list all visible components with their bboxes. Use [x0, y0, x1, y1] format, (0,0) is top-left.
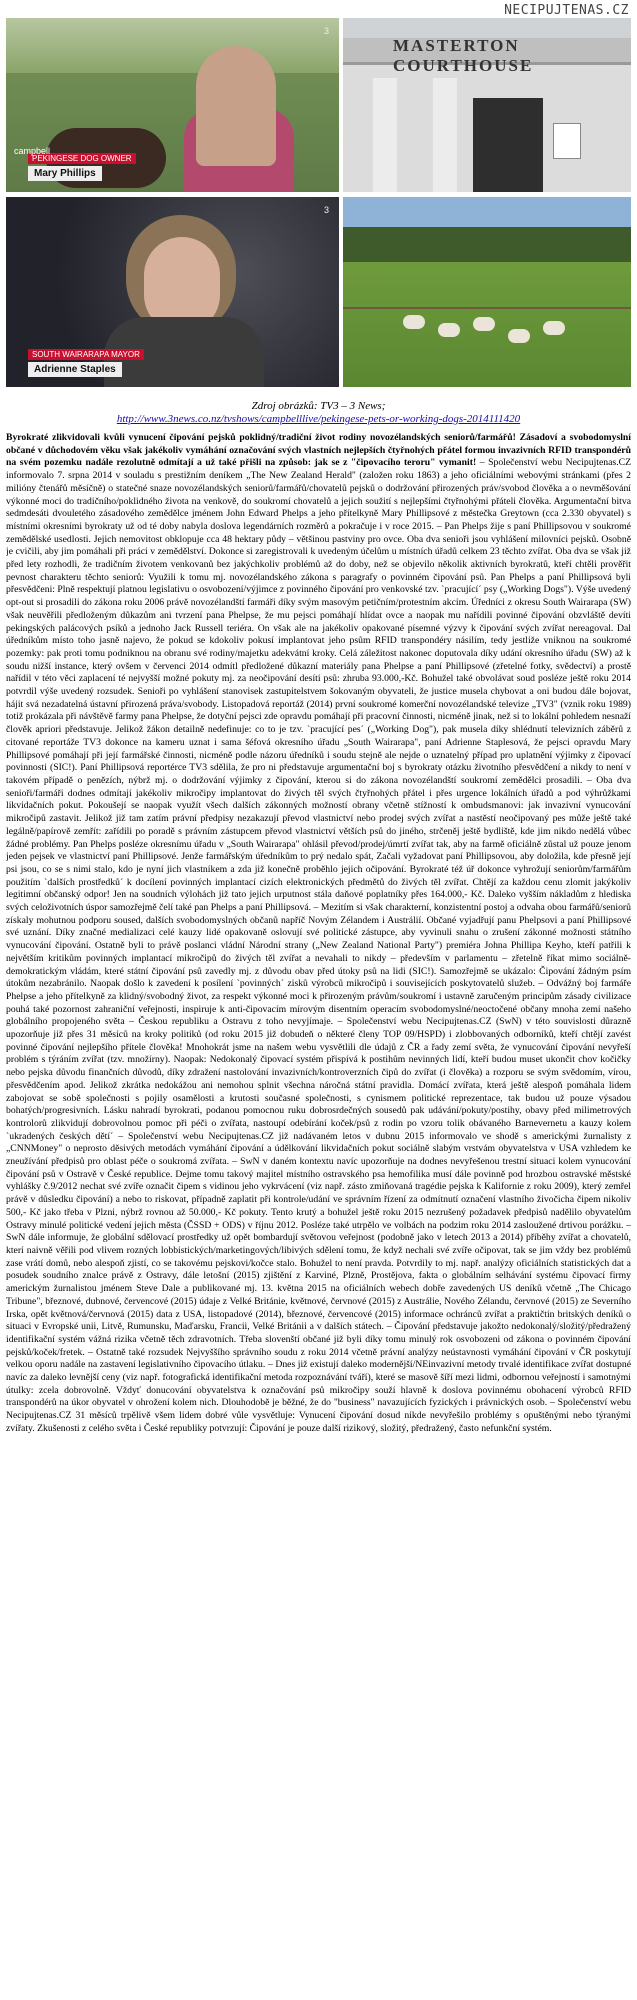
- caption-source: Zdroj obrázků: TV3 – 3 News;: [251, 400, 386, 412]
- video-stills: [0, 0, 637, 398]
- sheep-figure: [508, 329, 530, 343]
- still-courthouse: [343, 18, 631, 192]
- lower-third-tag: PEKINGESE DOG OWNER: [28, 153, 136, 164]
- article-paragraph: – Společenství webu Necipujtenas.CZ informovalo 7. srpna 2014 v souladu s prestižním deníkem „The New Zealand Herald" (založen roku 1863) a jeho oficiálními webovými stránkami (přes 2 milióny čtenářů měsíčně) o statečné snaze novozélandských seniorů/farmářů/chovatelů pejsků o dodržování přirozených práv/svobod člověka a o nevměšování výkonné moci do tradičního/poklidného života na venkově, do soukromí chovatelů a jejich soužití s nejlepšími čtyřnohými přáteli člověka. Argumentační bitva sedmdesáti dvouletého zásadového zemědělce jménem John Edward Phelps a jeho přítelkyně Mary Phillipsové z městečka Greytown (cca 2.330 obyvatel) s místními okresními byrokraty už od té doby nabyla doslova legendárních rozměrů a pokračuje i v roce 2015. – Pan Phelps žije s paní Phillipsovou v soukromé zemědělské usedlosti. Jejich nemovitost obklopuje cca 48 hektary půdy – většinou pastviny pro ovce. Oba dva senioři jsou vyhlášení milovníci pejsků. Osobně je cvičili, aby jim pomáhali při práci v zemědělství. Dokonce si zaregistrovali k uvedeným účelům u místních úřadů celkem 23 těchto zvířat. Oba dva se však již před lety rozhodli, že tradičním životem venkovanů bez jakýchkoliv problémů až do doby, než se objevilo několik aktivních byrokratů, kteří chtěli prověřit pevnost charakteru těchto seniorů: Využili k tomu mj. novozélandského zákona s paragrafy o povinném čipování psů. Pan Phelps a paní Phillipsová byli přesvědčeni: Plně respektují platnou legislativu o osvobození/výjimce z povinného čipování pro venkovské tzv. `pracující´ psy („Working Dogs"). Výše uvedený opt-out si prosadili do zákona roku 2006 právě novozélandští farmáři díky svým masovým petičním/protestním akcím. Úředníci z okresu South Wairarapa (SW) však neuvěřili předloženým důkazům ani tvrzení pana Phelpse, že mu pejsci pomáhají hlídat ovce a naopak mu nařídili povinné čipování obzvláště devíti pekingských palácových psíků a jednoho Jack Russell teriéra. On však ale na jakékoliv opakované písemné výzvy k čipování svých zvířat nereagoval. Dal úředníkům místo toho jasně najevo, že pokud se kdokoliv pokusí implantovat jeho psům RFID transpondéry násilím, tedy jestliže vniknou na soukromé pozemky: pak proti tomu podniknou na obranu své rodiny/majetku adekvátní kroky. Celá záležitost nakonec doputovala díky udání okresního úřadu (SW) až k soudu nižší instance, který ovšem v červenci 2014 odmítl předložené důkazní materiály pana Phelpse a paní Phillipsové (zřetelné fotky, svědectví) a prostě nařídil v této věci zaplacení té nejvyšší možné pokuty mj. za neočipování desíti psů: zhruba 93.000,-Kč. Bohužel také obvolávat soud posléze ještě roku 2014 potvrdil výše uvedený rozsudek. Senioři po vyhlášení stanovisek zastupitelstvem šokovaným obyvateli, že justice musela chybovat a oni budou dále bojovat, hájit svá nezadatelná ústavní přirozená práva/svobody. Listopadová reportáž (2014) první soukromé komerční novozélandské televize „TV3" (vznik roku 1989) totiž prokázala při návštěvě farmy pana Phelpse, že dotyční pejsci zde opravdu pomáhají při pracovní činnosti, nicméně jinak, než si to lokální pohledem nesnaží člověk apriori představuje. Jelikož žákon detailně nedefinuje: co to je tzv. `pracující pes´ („Working Dog"), pak musela díky shlédnutí televizních záběrů z citované reportáže TV3 dokonce na kameru uznat i sama šéfová okresního úřadu „South Wairarapa", paní Adrienne Staplesová, že pejsci opravdu Mary Phillipsové pomáhají při její farmářské činnosti, nicméně podle názoru úředníků i soudu stejně ale nejde o uznatelný případ pro uplatnění výjimky z čipovací povinnosti (SIC!). Paní Phillipsová reportérce TV3 sdělila, že pro ni představuje argumentační boj s byrokraty otázku životního přesvědčení a nikdy to není v takovém případě o penězích, nýbrž mj. o dodržování výjimky z čipování, kterou si do zákona novozélandští soukromí zemědělci prosadili. – Oba dva senioři/farmáři dodnes odmítají jakékoliv mikročipy implantovat do živých těl svých čtyřnohých přátel i přes urgence lokálních úřadů a pod výhrůžkami likvidačních pokut. Pokoušejí se naopak využít všech dalších zákonných možností obrany včetně stížností k ombudsmanovi: jak invazivní vynucování mikročipů zastavit. Jelikož již tam zatím právní předpisy nezakazují převod vlastnictví nebo prodej svých zvířat a nastěstí neočipovaný pes může ještě také legálně/papírově zemřít: zařídili po poradě s právním zástupcem převod vlastnictví větších psů do jiného, strčeněj ještě bydliště, kde jim nikdo nedělá vůbec žádné problémy. Pan Phelps posléze okresnímu úřadu v „South Wairarapa" ohlásil převod/prodej/úmrtí zvířat tak, aby na farmě oficiálně zůstal už pouze jenom jeden pejsek ve vlastnictví paní Phillipsové. Jenže farmářským úředníkům to prý nedalo spát, Začali vyžadovat paní Phillipsovou, aby doložila, kde přesně její psi jsou, co se s nimi stalo, kdo je nyní jich vlastníkem a zda již konečně proběhlo jejich očipování. Byrokraté též úř dokonce vyhrožují seniorům/farmářům použitím `dalších prostředků´ k docílení povinných implantací cizích elektronických předmětů do živých těl zvířat. Chtějí za každou cenu zlomit jakýkoliv legitimní občanský odpor! Jen na soudních výlohách již tato jejich urputnost stála daňové poplatníky přes 164.000,- Kč. Daleko vyšším nákladům z hlediska svých celoživotních úspor samozřejmě čelí také pan Phelps a paní Phillipsová. – Mezitím si však charakterní, konzistentní postoj a odvaha obou farmářů/seniorů získaly mohutnou podporu soused, dalších svobodomyslných občanů napříč Novým Zélandem i Austrálií. Občané vyjadřují panu Phelpsovi a paní Phillipsové své uznání. Díky značné medializaci celé kauzy lidé opakovaně oslovují své politické zástupce, aby vyvinuli snahu o zrušení zákonné možnosti státního vynucování čipování. Ostatně byli to právě poslanci vládní Národní strany („New Zealand National Party") premiéra Johna Phillipa Keyho, kteří patřili k největším kritikům povinných implantací mikročipů do živých těl zvířat a nevahali to nikdy – především v parlamentu – zřetelně říkat mimo sociálně-demokratickým vládám, které státní čipování psů zavedly mj. z důvodu obav před útoky psů na lidi (SIC!). Samozřejmě se ukázalo: Čipování žádným psím útokům nezabránilo. Naopak došlo k zavedení k posílení `povinných´ zisků výrobců mikročipů i souvisejících poskytovatelů služeb. – Odvážný boj farmáře Phelpse a jeho přítelkyně za klidný/svobodný život, za respekt výkonné moci k přirozeným právům/soukromí i ustavně zaručeným principům zásady civilizace pouhá také pozornost zahraniční veřejnosti, inspiruje k anti-čipovacím mírovým disentním operacím svobodomyslné/neoctočené občany mnoha zemí našeho globálního propojeného světa – Českou republiku a Ostravu z toho nevyjímaje. – Společenství webu Necipujtenas.CZ (SwN) v této souvislosti důrazně upozorňuje již přes 31 měsíců na kroky politiků (od roku 2015 již dobudeň o některé členy TOP 09/HSPD) i zlobbovaných odborníků, kteří chtějí zavést povinné čipování nejlepšího přítele člověka! Mnohokrát jsme na našem webu vysvětlili dle údajů z ČR a řady zemí světa, že vynucování čipování nevyřeší problém s týráním zvířat (tzv. množírny). Naopak: Nedokonalý čipovací systém přispívá k postihům nevinných lidí, kteří budou muset ukončit chov kočičky nebo pejska důvodu finančních důvodů, díky zdražení nastolování invazivních/kontroverzních čipů do zvířat (i člověka) a rozporu se svým svědomím, vírou, přesvědčením apod. Jelikož zkrátka nedokážou ani nemohou splnit všechna náročná státní pravidla. Domácí zvířata, která ještě alespoň pomáhala lidem zabojovat se sobě společnosti s pojily osamělosti a krutosti současné společnosti, s cynismem politické reprezentace, tak budou už pouze výsadou bohatých/progresivních. Lásku nahradí byrokrati, podanou pomocnou ruku dobrosrdečných sousedů pak udávání/pokuty/postihy, obavy před milimetrových kontrolorů zlikvidují dobrovolnou pomoc při péči o zvířata, nastoupí odebírání koček/psů z rodin po vzoru tolik obávaného Barnevernetu a kauzy kolem `ukradených českých dětí´ – Společenství webu Necipujtenas.CZ již nadávaném letos v dubnu 2015 informovalo ve shodě s americkými žurnalisty z „CNNMoney" o neprosto děsivých metodách vymáhání čipování a údělkování likvidačních pokut sociálně slabým vrstvám obyvatelstva v USA vzhledem ke zneužívání předpisů pro oblast péče o soukromá zvířata. – SwN v daném kontextu navíc upozorňuje na dodnes nevyřešenou trestní situaci kolem vynucování čipování psů v Ostravě v České republice. Dejme tomu takový majitel místního ostravského psa hemofilika musí dále povinně pod hrozbou ostravské městské vyhlášky č.9/2012 nechat své zvíře označit čipem s vidinou jeho vykrvácení (viz např. zásto zmiňovaná tragédie pejska k Kalifornie z roku 2009), který zemřel právě v důsledku čipování) a nebo to riskovat, případně zaplatit při kontrole/udání ve správním řízení za odmítnutí označení vlastního živočicha čipem nikoliv 500,- Kč jako třeba v Plzni, nýbrž rovnou až 50.000,- Kč pokuty. Tento krutý a bohužel ještě roku 2015 nezrušený požadavek předpisů nadělilo obyvatelům Ostravy minulé politické vedení jejich města (ČSSD + ODS) v říjnu 2012. Posléze také utrpělo ve volbách na podzim roku 2014 zasloužené drtivou porážku. – SwN dále informuje, že globální sdělovací prostředky už opět bombardují světovou veřejnost (podobně jako v letech 2013 a 2014) příběhy zvířat a chovatelů, kterí naivně věřili pod vlivem rozných lobbistických/marketingových/libivých sdělení tomu, že když nechali své zvíře očipovat, tak se jim vždy bez problémů zase vrátí domů, nebo alespoň zjistí, co se takovému pejskovi/kočce stalo. Bohužel to není pravda. Potvrdily to mj. např. analýzy oficiálních statistických dat a posudek soudního znalce právě z Ostravy, dále letošní (2015) zjištění z Karviné, Plzně, Prostějova, fakta o globálním selhávání systému čipovací firmy americkým žurnalistou jménem Steve Dale a publikované mj. 13. května 2015 na oficiálních webech dobře zavedených US deníků včetně „The Chicago Tribune", březnové, dubnové, červencové (2015) údaje z Velké Británie, květnové, červnové (2015) z Austrálie, Nového Zélandu, červnové (2015) ze Severního Irska, opět květnová/červnová (2015) data z USA, listopadové (2014), březnové, červencové (2015) informace ochránců zvířat a praktičtín britských deníků o situaci v Evropské unii, Litvě, Rumunsku, Maďarsku, Francii, Velké Británii a v dalších státech. – Čipování představuje jakožto nedokonalý/složitý/předražený identifikační systém vážná rizika včetně těch zdravotních. Třeba slovenští občané již byli díky tomu minulý rok osvobozeni od zákona o povinném čipování pejsků/koček/fretek. – Ostatně také rozsudek Nejvyššího správního soudu z roku 2014 včetně právní analýzy neústavnosti vymáhání čipování v ČR poskytují velkou oporu nadále na zastavení legislativního čipovacího útlaku. – Dnes již existují daleko modernější/NEinvazivní metody trvalé identifikace zvířat dostupné navíc za daleko levnější ceny (viz např. fotografická identifikační metoda rozpoznávání tváří), které se masově šíří mezi lidmi, odbornou veřejností i samotnými útulky: zcela dobrovolně. Vždyť donucování obyvatelstva k označování psů mikročipy souží hlavně k doslova povinnému obohacení výrobců RFID transpondérů na úkor obyvatel v ohrožení kolem nich. Dlouhodobě je běžné, že do "business" navazujících fyzických i právnických osob. – Společenství webu Necipujtenas.CZ 31 měsíců trpělivě všem lidem dobré vůle vysvětluje: Vynucení čipování dosud nikde nevyřešilo problémy s opuštěnými nebo týranými zvířaty. Zkušenosti z celého světa i České republiky potvrzují: Čipování je pouze další rizikový, složitý, předražený, často nefunkční systém.: [6, 457, 631, 1434]
- lower-third-name: Adrienne Staples: [28, 362, 122, 377]
- caption-link[interactable]: http://www.3news.co.nz/tvshows/campbelllive/pekingese-pets-or-working-dogs-2014111420: [116, 413, 521, 425]
- image-caption: [0, 400, 637, 426]
- site-brand: NECIPUJTENAS.CZ: [504, 3, 629, 18]
- sheep-figure: [543, 321, 565, 335]
- still-sheep-field: [343, 197, 631, 387]
- person-figure: [196, 46, 276, 166]
- campbell-logo: campbell: [14, 146, 51, 156]
- sheep-figure: [403, 315, 425, 329]
- sheep-figure: [438, 323, 460, 337]
- article-body: [6, 432, 631, 1992]
- channel-3-logo: 3: [323, 26, 329, 36]
- still-mayor: [6, 197, 339, 387]
- door-notice: [553, 123, 581, 159]
- article-lead: Byrokraté zlikvidovali kvůli vynucení čipování pejsků poklidný/tradiční život rodiny novozélandských seniorů/farmářů! Zásadoví a svobodomyslní občané v důchodovém věku však jakékoliv vymáhání označování svých vlastních nejlepších čtyřnohých přátel formou invazivních RFID transpondérů na svém pozemku nadále rezolutně odmítají a už také přišli na způsob: jak se z "čipovacího teroru" vymanit!: [6, 432, 631, 469]
- channel-3-logo: 3: [323, 205, 329, 215]
- sheep-figure: [473, 317, 495, 331]
- lower-third-name: Mary Phillips: [28, 166, 102, 181]
- courthouse-door: [473, 98, 543, 192]
- courthouse-sign: MASTERTON COURTHOUSE: [393, 36, 534, 75]
- lower-third-tag: SOUTH WAIRARAPA MAYOR: [28, 349, 144, 360]
- still-dog-owner: [6, 18, 339, 192]
